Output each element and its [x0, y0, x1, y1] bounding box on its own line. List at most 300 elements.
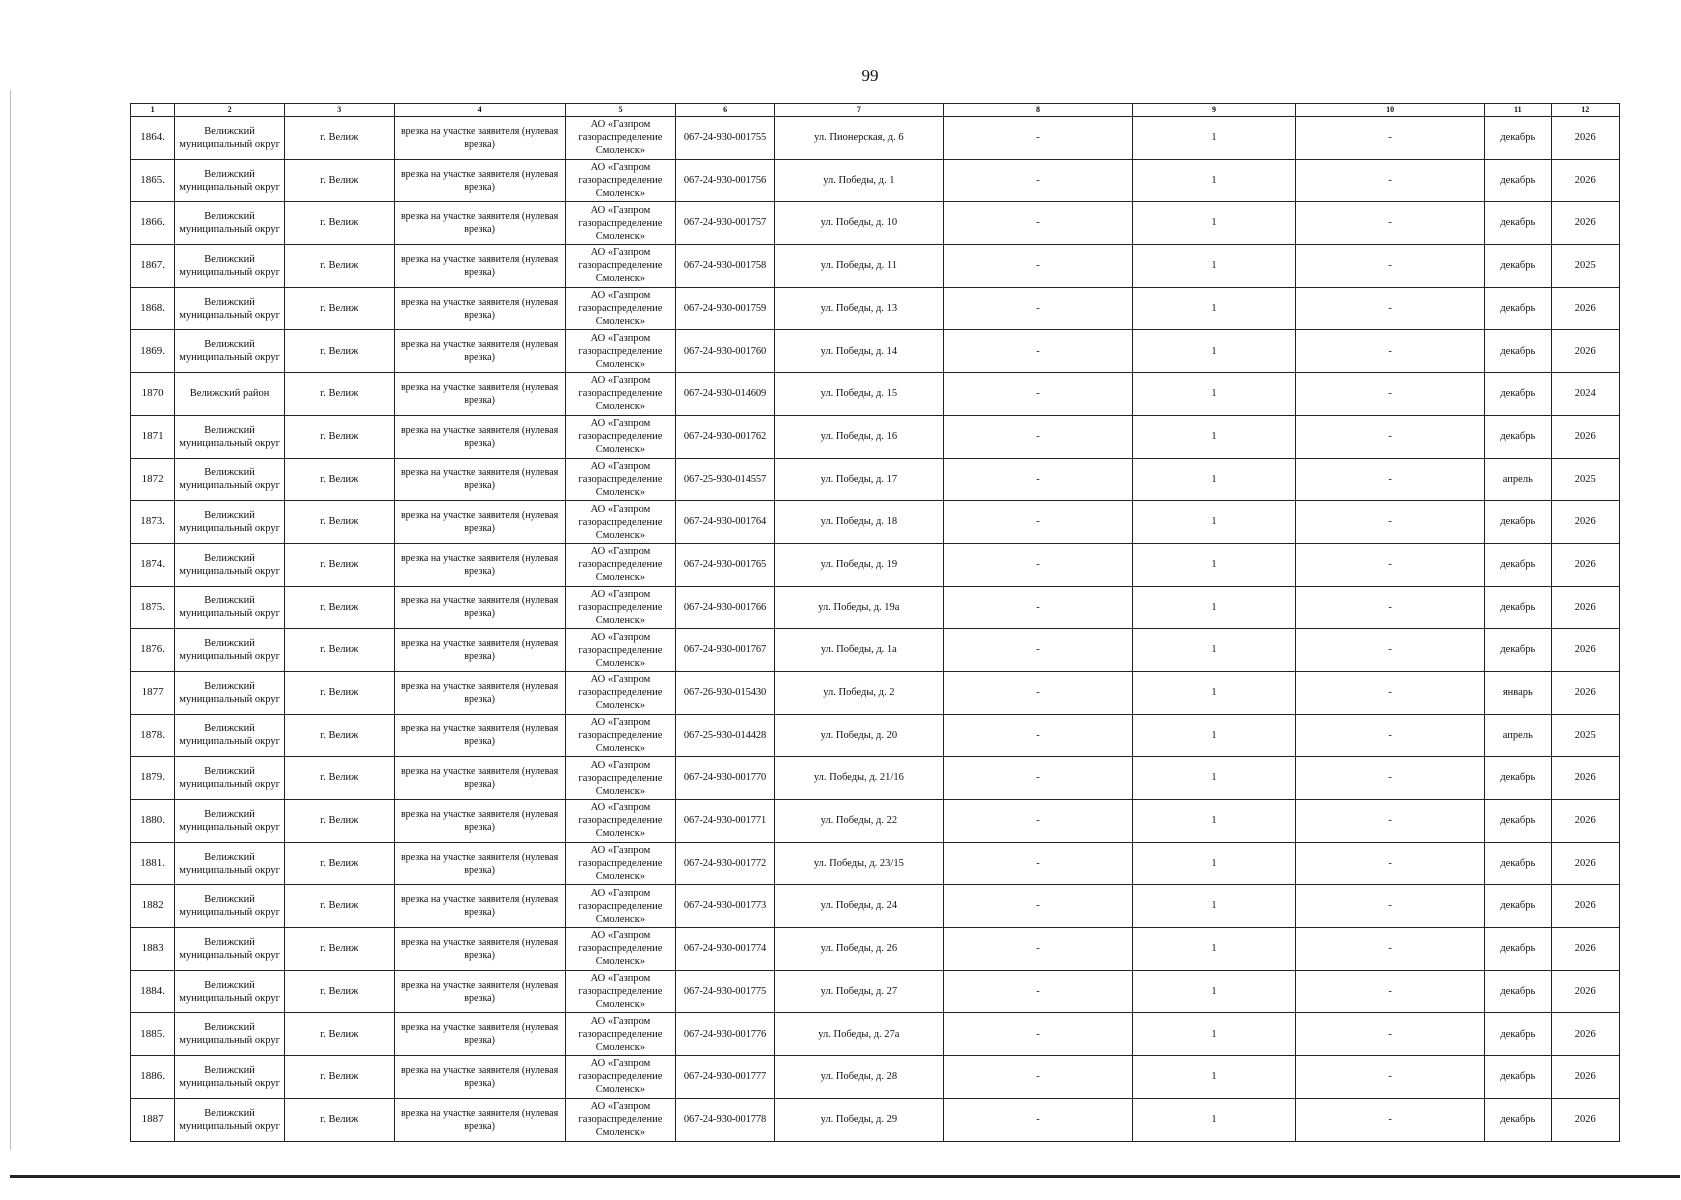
object-code-cell: 067-24-930-001765 — [676, 543, 775, 586]
column-10-cell: - — [1296, 458, 1485, 501]
address-cell: ул. Победы, д. 11 — [774, 245, 943, 288]
district-cell: Велижский муниципальный округ — [175, 1098, 285, 1141]
address-cell: ул. Победы, д. 2 — [774, 671, 943, 714]
city-cell: г. Велиж — [284, 330, 394, 373]
column-header-6: 6 — [676, 104, 775, 117]
year-cell: 2026 — [1551, 757, 1619, 800]
row-number-cell: 1875. — [131, 586, 175, 629]
city-cell: г. Велиж — [284, 117, 394, 160]
district-cell: Велижский муниципальный округ — [175, 330, 285, 373]
column-9-cell: 1 — [1133, 373, 1296, 416]
object-code-cell: 067-24-930-001762 — [676, 415, 775, 458]
column-9-cell: 1 — [1133, 501, 1296, 544]
district-cell: Велижский муниципальный округ — [175, 714, 285, 757]
column-8-cell: - — [943, 202, 1132, 245]
object-code-cell: 067-24-930-001774 — [676, 928, 775, 971]
object-code-cell: 067-24-930-001772 — [676, 842, 775, 885]
table-row — [131, 1098, 1620, 1141]
column-8-cell: - — [943, 330, 1132, 373]
work-type-cell: врезка на участке заявителя (нулевая врезка) — [394, 1098, 565, 1141]
organization-cell: АО «Газпром газораспределение Смоленск» — [565, 671, 676, 714]
column-9-cell: 1 — [1133, 1013, 1296, 1056]
object-code-cell: 067-24-930-001777 — [676, 1056, 775, 1099]
organization-cell: АО «Газпром газораспределение Смоленск» — [565, 159, 676, 202]
organization-cell: АО «Газпром газораспределение Смоленск» — [565, 117, 676, 160]
gas-connection-table — [130, 103, 1620, 1142]
district-cell: Велижский муниципальный округ — [175, 543, 285, 586]
column-10-cell: - — [1296, 714, 1485, 757]
month-cell: декабрь — [1485, 287, 1551, 330]
table-row — [131, 330, 1620, 373]
organization-cell: АО «Газпром газораспределение Смоленск» — [565, 458, 676, 501]
table-container — [130, 103, 1620, 1142]
address-cell: ул. Победы, д. 17 — [774, 458, 943, 501]
table-row — [131, 245, 1620, 288]
district-cell: Велижский муниципальный округ — [175, 245, 285, 288]
work-type-cell: врезка на участке заявителя (нулевая врезка) — [394, 159, 565, 202]
month-cell: январь — [1485, 671, 1551, 714]
year-cell: 2026 — [1551, 970, 1619, 1013]
table-body — [131, 117, 1620, 1142]
year-cell: 2026 — [1551, 159, 1619, 202]
table-row — [131, 928, 1620, 971]
row-number-cell: 1871 — [131, 415, 175, 458]
table-row — [131, 885, 1620, 928]
district-cell: Велижский муниципальный округ — [175, 202, 285, 245]
year-cell: 2026 — [1551, 800, 1619, 843]
address-cell: ул. Победы, д. 27а — [774, 1013, 943, 1056]
column-8-cell: - — [943, 117, 1132, 160]
table-row — [131, 714, 1620, 757]
column-8-cell: - — [943, 543, 1132, 586]
row-number-cell: 1872 — [131, 458, 175, 501]
work-type-cell: врезка на участке заявителя (нулевая врезка) — [394, 117, 565, 160]
table-row — [131, 415, 1620, 458]
address-cell: ул. Победы, д. 22 — [774, 800, 943, 843]
address-cell: ул. Победы, д. 26 — [774, 928, 943, 971]
address-cell: ул. Победы, д. 13 — [774, 287, 943, 330]
city-cell: г. Велиж — [284, 714, 394, 757]
month-cell: декабрь — [1485, 373, 1551, 416]
column-8-cell: - — [943, 586, 1132, 629]
column-9-cell: 1 — [1133, 287, 1296, 330]
address-cell: ул. Победы, д. 21/16 — [774, 757, 943, 800]
column-8-cell: - — [943, 1056, 1132, 1099]
month-cell: декабрь — [1485, 1056, 1551, 1099]
city-cell: г. Велиж — [284, 458, 394, 501]
column-8-cell: - — [943, 458, 1132, 501]
column-9-cell: 1 — [1133, 117, 1296, 160]
column-10-cell: - — [1296, 330, 1485, 373]
column-number-row — [131, 104, 1620, 117]
district-cell: Велижский муниципальный округ — [175, 800, 285, 843]
address-cell: ул. Победы, д. 20 — [774, 714, 943, 757]
object-code-cell: 067-24-930-001773 — [676, 885, 775, 928]
column-10-cell: - — [1296, 586, 1485, 629]
organization-cell: АО «Газпром газораспределение Смоленск» — [565, 842, 676, 885]
district-cell: Велижский муниципальный округ — [175, 928, 285, 971]
row-number-cell: 1882 — [131, 885, 175, 928]
city-cell: г. Велиж — [284, 245, 394, 288]
row-number-cell: 1879. — [131, 757, 175, 800]
column-10-cell: - — [1296, 245, 1485, 288]
work-type-cell: врезка на участке заявителя (нулевая врезка) — [394, 757, 565, 800]
column-8-cell: - — [943, 757, 1132, 800]
year-cell: 2024 — [1551, 373, 1619, 416]
district-cell: Велижский муниципальный округ — [175, 1056, 285, 1099]
column-10-cell: - — [1296, 757, 1485, 800]
month-cell: декабрь — [1485, 586, 1551, 629]
column-9-cell: 1 — [1133, 543, 1296, 586]
column-8-cell: - — [943, 1013, 1132, 1056]
column-8-cell: - — [943, 842, 1132, 885]
column-header-10: 10 — [1296, 104, 1485, 117]
column-9-cell: 1 — [1133, 970, 1296, 1013]
organization-cell: АО «Газпром газораспределение Смоленск» — [565, 1013, 676, 1056]
district-cell: Велижский муниципальный округ — [175, 842, 285, 885]
work-type-cell: врезка на участке заявителя (нулевая врезка) — [394, 501, 565, 544]
row-number-cell: 1874. — [131, 543, 175, 586]
object-code-cell: 067-24-930-001755 — [676, 117, 775, 160]
month-cell: декабрь — [1485, 330, 1551, 373]
address-cell: ул. Победы, д. 19а — [774, 586, 943, 629]
district-cell: Велижский муниципальный округ — [175, 159, 285, 202]
column-9-cell: 1 — [1133, 458, 1296, 501]
object-code-cell: 067-26-930-015430 — [676, 671, 775, 714]
city-cell: г. Велиж — [284, 287, 394, 330]
organization-cell: АО «Газпром газораспределение Смоленск» — [565, 970, 676, 1013]
column-10-cell: - — [1296, 543, 1485, 586]
column-10-cell: - — [1296, 629, 1485, 672]
month-cell: декабрь — [1485, 1098, 1551, 1141]
city-cell: г. Велиж — [284, 586, 394, 629]
organization-cell: АО «Газпром газораспределение Смоленск» — [565, 245, 676, 288]
work-type-cell: врезка на участке заявителя (нулевая врезка) — [394, 415, 565, 458]
row-number-cell: 1881. — [131, 842, 175, 885]
table-row — [131, 586, 1620, 629]
column-9-cell: 1 — [1133, 629, 1296, 672]
column-10-cell: - — [1296, 1056, 1485, 1099]
column-header-3: 3 — [284, 104, 394, 117]
column-9-cell: 1 — [1133, 714, 1296, 757]
column-9-cell: 1 — [1133, 800, 1296, 843]
column-9-cell: 1 — [1133, 245, 1296, 288]
city-cell: г. Велиж — [284, 629, 394, 672]
table-row — [131, 970, 1620, 1013]
table-row — [131, 373, 1620, 416]
organization-cell: АО «Газпром газораспределение Смоленск» — [565, 415, 676, 458]
column-10-cell: - — [1296, 885, 1485, 928]
table-row — [131, 287, 1620, 330]
column-10-cell: - — [1296, 159, 1485, 202]
row-number-cell: 1880. — [131, 800, 175, 843]
column-header-1: 1 — [131, 104, 175, 117]
object-code-cell: 067-24-930-014609 — [676, 373, 775, 416]
row-number-cell: 1878. — [131, 714, 175, 757]
year-cell: 2026 — [1551, 629, 1619, 672]
city-cell: г. Велиж — [284, 415, 394, 458]
row-number-cell: 1887 — [131, 1098, 175, 1141]
address-cell: ул. Победы, д. 24 — [774, 885, 943, 928]
work-type-cell: врезка на участке заявителя (нулевая врезка) — [394, 586, 565, 629]
month-cell: декабрь — [1485, 202, 1551, 245]
city-cell: г. Велиж — [284, 970, 394, 1013]
column-header-5: 5 — [565, 104, 676, 117]
district-cell: Велижский муниципальный округ — [175, 458, 285, 501]
column-10-cell: - — [1296, 842, 1485, 885]
row-number-cell: 1883 — [131, 928, 175, 971]
month-cell: декабрь — [1485, 928, 1551, 971]
work-type-cell: врезка на участке заявителя (нулевая врезка) — [394, 714, 565, 757]
column-8-cell: - — [943, 245, 1132, 288]
column-9-cell: 1 — [1133, 330, 1296, 373]
city-cell: г. Велиж — [284, 501, 394, 544]
row-number-cell: 1877 — [131, 671, 175, 714]
district-cell: Велижский муниципальный округ — [175, 501, 285, 544]
column-8-cell: - — [943, 501, 1132, 544]
column-9-cell: 1 — [1133, 1056, 1296, 1099]
year-cell: 2026 — [1551, 928, 1619, 971]
column-8-cell: - — [943, 885, 1132, 928]
work-type-cell: врезка на участке заявителя (нулевая врезка) — [394, 202, 565, 245]
column-10-cell: - — [1296, 970, 1485, 1013]
row-number-cell: 1870 — [131, 373, 175, 416]
city-cell: г. Велиж — [284, 671, 394, 714]
organization-cell: АО «Газпром газораспределение Смоленск» — [565, 543, 676, 586]
city-cell: г. Велиж — [284, 800, 394, 843]
column-9-cell: 1 — [1133, 1098, 1296, 1141]
object-code-cell: 067-24-930-001776 — [676, 1013, 775, 1056]
row-number-cell: 1884. — [131, 970, 175, 1013]
organization-cell: АО «Газпром газораспределение Смоленск» — [565, 800, 676, 843]
organization-cell: АО «Газпром газораспределение Смоленск» — [565, 586, 676, 629]
table-row — [131, 501, 1620, 544]
column-9-cell: 1 — [1133, 159, 1296, 202]
column-10-cell: - — [1296, 928, 1485, 971]
organization-cell: АО «Газпром газораспределение Смоленск» — [565, 330, 676, 373]
organization-cell: АО «Газпром газораспределение Смоленск» — [565, 1056, 676, 1099]
year-cell: 2026 — [1551, 1056, 1619, 1099]
column-8-cell: - — [943, 1098, 1132, 1141]
object-code-cell: 067-24-930-001778 — [676, 1098, 775, 1141]
district-cell: Велижский муниципальный округ — [175, 757, 285, 800]
district-cell: Велижский муниципальный округ — [175, 970, 285, 1013]
city-cell: г. Велиж — [284, 373, 394, 416]
organization-cell: АО «Газпром газораспределение Смоленск» — [565, 373, 676, 416]
table-row — [131, 543, 1620, 586]
city-cell: г. Велиж — [284, 885, 394, 928]
district-cell: Велижский муниципальный округ — [175, 1013, 285, 1056]
organization-cell: АО «Газпром газораспределение Смоленск» — [565, 501, 676, 544]
month-cell: декабрь — [1485, 501, 1551, 544]
address-cell: ул. Победы, д. 16 — [774, 415, 943, 458]
work-type-cell: врезка на участке заявителя (нулевая врезка) — [394, 970, 565, 1013]
row-number-cell: 1868. — [131, 287, 175, 330]
object-code-cell: 067-24-930-001760 — [676, 330, 775, 373]
organization-cell: АО «Газпром газораспределение Смоленск» — [565, 1098, 676, 1141]
city-cell: г. Велиж — [284, 543, 394, 586]
work-type-cell: врезка на участке заявителя (нулевая врезка) — [394, 800, 565, 843]
work-type-cell: врезка на участке заявителя (нулевая врезка) — [394, 1056, 565, 1099]
row-number-cell: 1869. — [131, 330, 175, 373]
work-type-cell: врезка на участке заявителя (нулевая врезка) — [394, 629, 565, 672]
bottom-rule — [10, 1175, 1680, 1178]
column-10-cell: - — [1296, 501, 1485, 544]
city-cell: г. Велиж — [284, 1098, 394, 1141]
year-cell: 2026 — [1551, 586, 1619, 629]
organization-cell: АО «Газпром газораспределение Смоленск» — [565, 885, 676, 928]
column-9-cell: 1 — [1133, 671, 1296, 714]
month-cell: декабрь — [1485, 842, 1551, 885]
row-number-cell: 1865. — [131, 159, 175, 202]
object-code-cell: 067-24-930-001775 — [676, 970, 775, 1013]
scan-margin-line — [10, 90, 11, 1150]
work-type-cell: врезка на участке заявителя (нулевая врезка) — [394, 287, 565, 330]
column-9-cell: 1 — [1133, 202, 1296, 245]
month-cell: декабрь — [1485, 757, 1551, 800]
year-cell: 2026 — [1551, 842, 1619, 885]
organization-cell: АО «Газпром газораспределение Смоленск» — [565, 757, 676, 800]
column-8-cell: - — [943, 800, 1132, 843]
table-row — [131, 671, 1620, 714]
month-cell: декабрь — [1485, 970, 1551, 1013]
work-type-cell: врезка на участке заявителя (нулевая врезка) — [394, 1013, 565, 1056]
work-type-cell: врезка на участке заявителя (нулевая врезка) — [394, 330, 565, 373]
table-row — [131, 757, 1620, 800]
year-cell: 2026 — [1551, 1013, 1619, 1056]
district-cell: Велижский район — [175, 373, 285, 416]
city-cell: г. Велиж — [284, 757, 394, 800]
column-8-cell: - — [943, 629, 1132, 672]
object-code-cell: 067-24-930-001766 — [676, 586, 775, 629]
column-9-cell: 1 — [1133, 928, 1296, 971]
column-10-cell: - — [1296, 415, 1485, 458]
object-code-cell: 067-25-930-014428 — [676, 714, 775, 757]
column-10-cell: - — [1296, 202, 1485, 245]
column-header-11: 11 — [1485, 104, 1551, 117]
work-type-cell: врезка на участке заявителя (нулевая врезка) — [394, 885, 565, 928]
column-8-cell: - — [943, 970, 1132, 1013]
object-code-cell: 067-24-930-001756 — [676, 159, 775, 202]
work-type-cell: врезка на участке заявителя (нулевая врезка) — [394, 373, 565, 416]
column-10-cell: - — [1296, 117, 1485, 160]
city-cell: г. Велиж — [284, 202, 394, 245]
month-cell: декабрь — [1485, 245, 1551, 288]
year-cell: 2025 — [1551, 714, 1619, 757]
address-cell: ул. Победы, д. 14 — [774, 330, 943, 373]
address-cell: ул. Победы, д. 15 — [774, 373, 943, 416]
row-number-cell: 1876. — [131, 629, 175, 672]
work-type-cell: врезка на участке заявителя (нулевая врезка) — [394, 245, 565, 288]
month-cell: апрель — [1485, 458, 1551, 501]
address-cell: ул. Победы, д. 19 — [774, 543, 943, 586]
work-type-cell: врезка на участке заявителя (нулевая врезка) — [394, 928, 565, 971]
column-header-12: 12 — [1551, 104, 1619, 117]
year-cell: 2026 — [1551, 543, 1619, 586]
year-cell: 2026 — [1551, 501, 1619, 544]
column-8-cell: - — [943, 373, 1132, 416]
column-10-cell: - — [1296, 671, 1485, 714]
city-cell: г. Велиж — [284, 1013, 394, 1056]
column-header-2: 2 — [175, 104, 285, 117]
row-number-cell: 1886. — [131, 1056, 175, 1099]
column-9-cell: 1 — [1133, 885, 1296, 928]
column-header-7: 7 — [774, 104, 943, 117]
column-header-4: 4 — [394, 104, 565, 117]
column-10-cell: - — [1296, 1013, 1485, 1056]
column-9-cell: 1 — [1133, 586, 1296, 629]
work-type-cell: врезка на участке заявителя (нулевая врезка) — [394, 842, 565, 885]
row-number-cell: 1866. — [131, 202, 175, 245]
object-code-cell: 067-24-930-001757 — [676, 202, 775, 245]
row-number-cell: 1873. — [131, 501, 175, 544]
city-cell: г. Велиж — [284, 159, 394, 202]
table-row — [131, 117, 1620, 160]
work-type-cell: врезка на участке заявителя (нулевая врезка) — [394, 543, 565, 586]
city-cell: г. Велиж — [284, 842, 394, 885]
table-row — [131, 629, 1620, 672]
column-10-cell: - — [1296, 800, 1485, 843]
year-cell: 2026 — [1551, 885, 1619, 928]
city-cell: г. Велиж — [284, 1056, 394, 1099]
year-cell: 2026 — [1551, 415, 1619, 458]
table-row — [131, 1013, 1620, 1056]
organization-cell: АО «Газпром газораспределение Смоленск» — [565, 928, 676, 971]
year-cell: 2026 — [1551, 671, 1619, 714]
column-8-cell: - — [943, 714, 1132, 757]
year-cell: 2026 — [1551, 287, 1619, 330]
district-cell: Велижский муниципальный округ — [175, 885, 285, 928]
year-cell: 2026 — [1551, 117, 1619, 160]
organization-cell: АО «Газпром газораспределение Смоленск» — [565, 714, 676, 757]
year-cell: 2026 — [1551, 1098, 1619, 1141]
object-code-cell: 067-24-930-001771 — [676, 800, 775, 843]
address-cell: ул. Победы, д. 29 — [774, 1098, 943, 1141]
address-cell: ул. Победы, д. 1 — [774, 159, 943, 202]
district-cell: Велижский муниципальный округ — [175, 671, 285, 714]
month-cell: декабрь — [1485, 800, 1551, 843]
column-8-cell: - — [943, 928, 1132, 971]
column-header-8: 8 — [943, 104, 1132, 117]
object-code-cell: 067-24-930-001759 — [676, 287, 775, 330]
column-9-cell: 1 — [1133, 757, 1296, 800]
column-9-cell: 1 — [1133, 842, 1296, 885]
year-cell: 2025 — [1551, 245, 1619, 288]
month-cell: декабрь — [1485, 117, 1551, 160]
table-row — [131, 458, 1620, 501]
district-cell: Велижский муниципальный округ — [175, 287, 285, 330]
column-8-cell: - — [943, 287, 1132, 330]
table-row — [131, 1056, 1620, 1099]
address-cell: ул. Победы, д. 23/15 — [774, 842, 943, 885]
organization-cell: АО «Газпром газораспределение Смоленск» — [565, 629, 676, 672]
district-cell: Велижский муниципальный округ — [175, 586, 285, 629]
row-number-cell: 1867. — [131, 245, 175, 288]
object-code-cell: 067-24-930-001770 — [676, 757, 775, 800]
table-row — [131, 202, 1620, 245]
table-row — [131, 842, 1620, 885]
object-code-cell: 067-24-930-001758 — [676, 245, 775, 288]
month-cell: декабрь — [1485, 885, 1551, 928]
month-cell: декабрь — [1485, 159, 1551, 202]
address-cell: ул. Победы, д. 28 — [774, 1056, 943, 1099]
address-cell: ул. Победы, д. 1а — [774, 629, 943, 672]
object-code-cell: 067-24-930-001764 — [676, 501, 775, 544]
object-code-cell: 067-24-930-001767 — [676, 629, 775, 672]
table-row — [131, 800, 1620, 843]
address-cell: ул. Победы, д. 27 — [774, 970, 943, 1013]
month-cell: декабрь — [1485, 415, 1551, 458]
